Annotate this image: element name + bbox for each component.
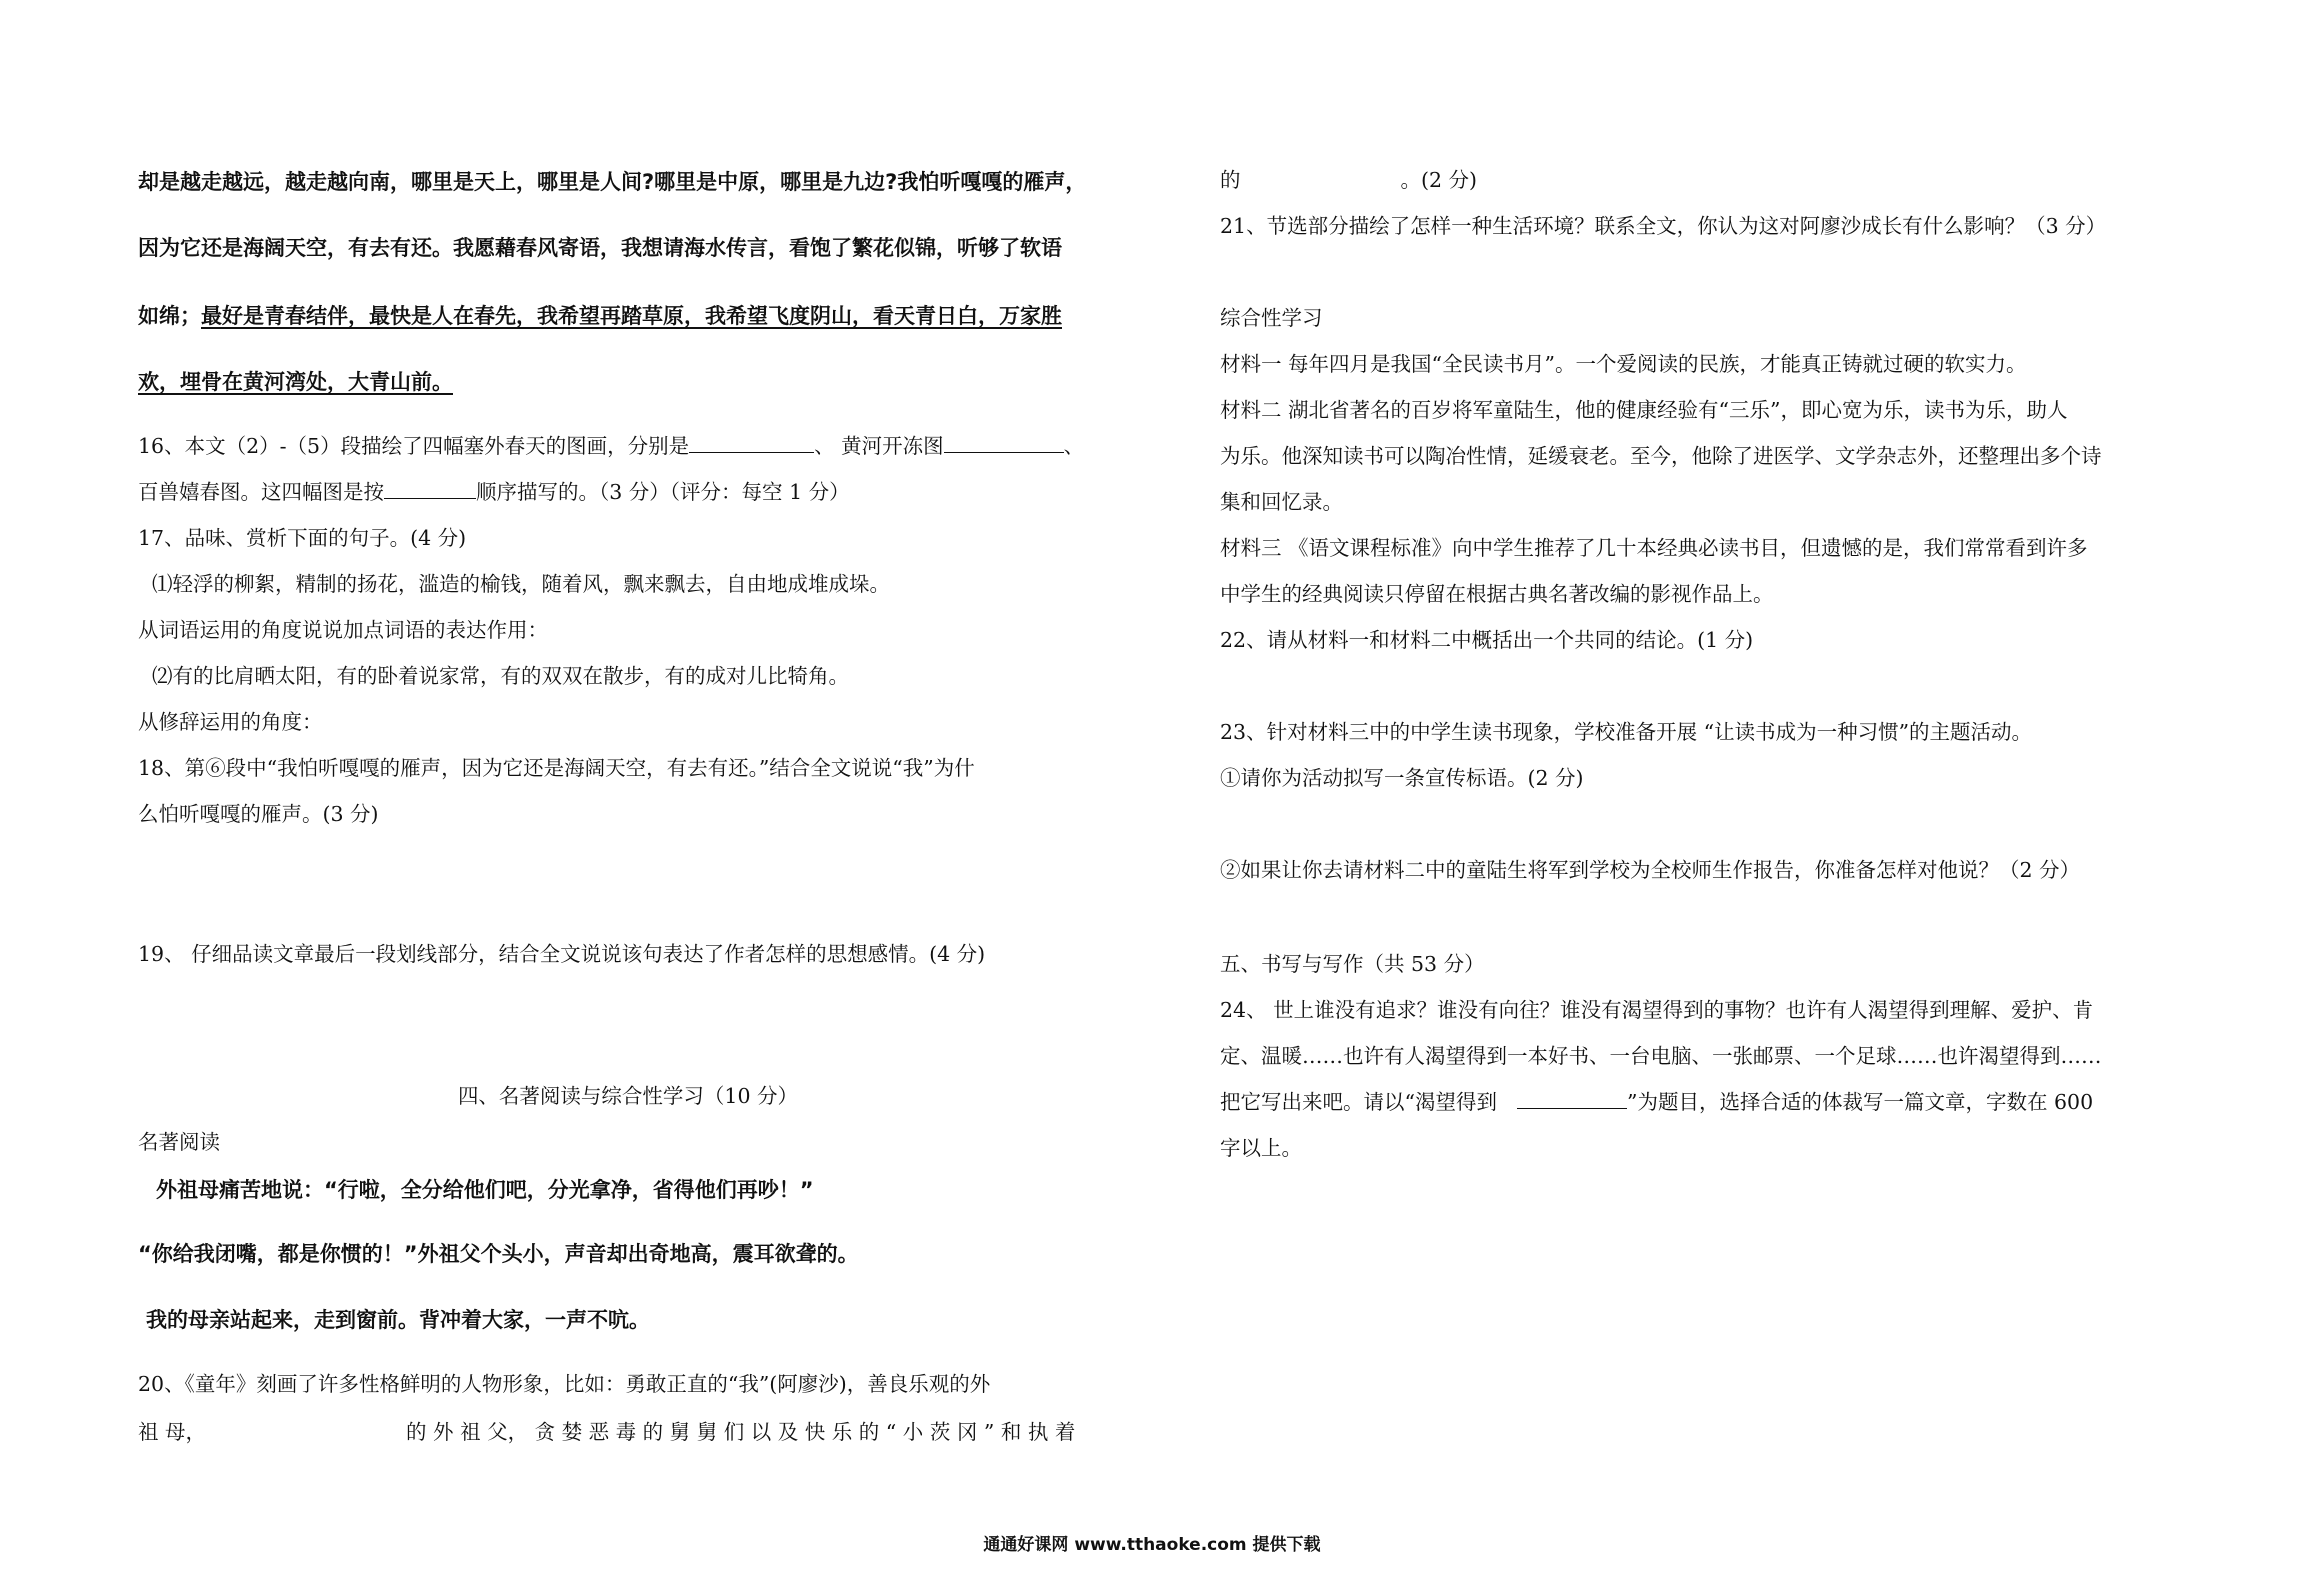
question-17-title: 17、品味、赏析下面的句子。(4 分) xyxy=(138,526,467,550)
q24-text-b: ”为题目，选择合适的体裁写一篇文章，字数在 600 xyxy=(1626,1090,2094,1114)
q16-text-c: 、 xyxy=(1063,434,1085,458)
material-3-line-1: 材料三 《语文课程标准》向中学生推荐了几十本经典必读书目，但遗憾的是，我们常常看到许多 xyxy=(1220,536,2088,560)
section-5-heading: 五、书写与写作（共 53 分） xyxy=(1220,952,1485,976)
section-4-heading: 四、名著阅读与综合性学习（10 分） xyxy=(457,1084,799,1108)
material-2-line-3: 集和回忆录。 xyxy=(1220,490,1343,514)
q16-text-a: 16、本文（2）-（5）段描绘了四幅塞外春天的图画，分别是 xyxy=(138,434,690,458)
q16-text-e: 顺序描写的。（3 分）（评分：每空 1 分） xyxy=(476,480,850,504)
material-2-line-2: 为乐。他深知读书可以陶冶性情，延缓衰老。至今，他除了进医学、文学杂志外，还整理出多个诗 xyxy=(1220,444,2102,468)
material-3-line-2: 中学生的经典阅读只停留在根据古典名著改编的影视作品上。 xyxy=(1220,582,1774,606)
poem-line-3-start: 如绵； xyxy=(138,304,201,328)
question-24-line-3 xyxy=(1220,1088,2093,1116)
question-17-sentence-1: ⑴轻浮的柳絮，精制的扬花，滥造的榆钱，随着风，飘来飘去，自由地成堆成垛。 xyxy=(152,572,890,596)
q24-title-blank[interactable] xyxy=(1517,1090,1627,1109)
poem-line-2: 因为它还是海阔天空，有去有还。我愿藉春风寄语，我想请海水传言，看饱了繁花似锦，听够了软语 xyxy=(138,236,1062,260)
question-24-line-1: 24、 世上谁没有追求？谁没有向往？谁没有渴望得到的事物？也许有人渴望得到理解、爱护、肯 xyxy=(1220,998,2094,1022)
q16-text-d: 百兽嬉春图。这四幅图是按 xyxy=(138,480,384,504)
poem-underlined-text: 最好是青春结伴，最快是人在春先，我希望再踏草原，我希望飞度阴山，看天青日白，万家胜 xyxy=(201,304,1062,328)
q20-text-b: 的 外 祖 父， 贪 婪 恶 毒 的 舅 舅 们 以 及 快 乐 的 “ 小 茨 冈 ” 和 执 着 xyxy=(406,1420,1076,1444)
question-18-line-1: 18、第⑥段中“我怕听嘎嘎的雁声，因为它还是海阔天空，有去有还。”结合全文说说“我”为什 xyxy=(138,756,975,780)
question-22: 22、请从材料一和材料二中概括出一个共同的结论。(1 分) xyxy=(1220,628,1754,652)
q20-cont-text-b: 。(2 分) xyxy=(1400,168,1478,192)
material-2-line-1: 材料二 湖北省著名的百岁将军童陆生，他的健康经验有“三乐”，即心宽为乐，读书为乐，助人 xyxy=(1220,398,2068,422)
question-19: 19、 仔细品读文章最后一段划线部分，结合全文说说该句表达了作者怎样的思想感情。(4 分) xyxy=(138,942,986,966)
question-17-sentence-2: ⑵有的比肩晒太阳，有的卧着说家常，有的双双在散步，有的成对儿比犄角。 xyxy=(152,664,849,688)
q16-blank-2[interactable] xyxy=(944,434,1064,453)
q16-blank-1[interactable] xyxy=(689,434,814,453)
question-18-line-2: 么怕听嘎嘎的雁声。(3 分) xyxy=(138,802,379,826)
poem-line-1: 却是越走越远，越走越向南，哪里是天上，哪里是人间?哪里是中原，哪里是九边?我怕听嘎嘎的雁声， xyxy=(138,170,1087,194)
q24-text-a: 把它写出来吧。请以“渴望得到 xyxy=(1220,1090,1497,1114)
question-21: 21、节选部分描绘了怎样一种生活环境？联系全文，你认为这对阿廖沙成长有什么影响？（3 分） xyxy=(1220,214,2107,238)
poem-line-4: 欢，埋骨在黄河湾处，大青山前。 xyxy=(138,370,453,394)
question-20-continuation xyxy=(1220,166,1477,194)
question-24-line-2: 定、温暖……也许有人渴望得到一本好书、一台电脑、一张邮票、一个足球……也许渴望得到…… xyxy=(1220,1044,2102,1068)
question-23-title: 23、针对材料三中的中学生读书现象，学校准备开展 “让读书成为一种习惯”的主题活动。 xyxy=(1220,720,2033,744)
poem-line-3 xyxy=(138,302,1062,330)
q20-text-a: 祖 母， xyxy=(138,1420,207,1444)
mingzhu-heading: 名著阅读 xyxy=(138,1130,220,1154)
question-16-line-2 xyxy=(138,478,850,506)
question-20-line-2 xyxy=(138,1418,1075,1446)
question-17-prompt-1: 从词语运用的角度说说加点词语的表达作用： xyxy=(138,618,548,642)
question-17-prompt-2: 从修辞运用的角度： xyxy=(138,710,323,734)
question-24-line-4: 字以上。 xyxy=(1220,1136,1302,1160)
q16-blank-3[interactable] xyxy=(384,480,476,499)
question-16-line-1 xyxy=(138,432,1084,460)
footer-credit: 通通好课网 www.tthaoke.com 提供下载 xyxy=(983,1535,1321,1555)
material-1: 材料一 每年四月是我国“全民读书月”。一个爱阅读的民族，才能真正铸就过硬的软实力。 xyxy=(1220,352,2027,376)
excerpt-line-2: “你给我闭嘴，都是你惯的！”外祖父个头小，声音却出奇地高，震耳欲聋的。 xyxy=(138,1242,859,1266)
question-20-line-1: 20、《童年》刻画了许多性格鲜明的人物形象，比如：勇敢正直的“我”(阿廖沙)，善良乐观的外 xyxy=(138,1372,991,1396)
question-23-sub-2: ②如果让你去请材料二中的童陆生将军到学校为全校师生作报告，你准备怎样对他说？（2 分） xyxy=(1220,858,2081,882)
q20-cont-text-a: 的 xyxy=(1220,168,1241,192)
excerpt-line-3: 我的母亲站起来，走到窗前。背冲着大家，一声不吭。 xyxy=(146,1308,650,1332)
excerpt-line-1: 外祖母痛苦地说：“行啦，全分给他们吧，分光拿净，省得他们再吵！” xyxy=(156,1178,814,1202)
question-23-sub-1: ①请你为活动拟写一条宣传标语。(2 分) xyxy=(1220,766,1584,790)
q16-text-b: 、 黄河开冻图 xyxy=(814,434,944,458)
zonghe-heading: 综合性学习 xyxy=(1220,306,1323,330)
